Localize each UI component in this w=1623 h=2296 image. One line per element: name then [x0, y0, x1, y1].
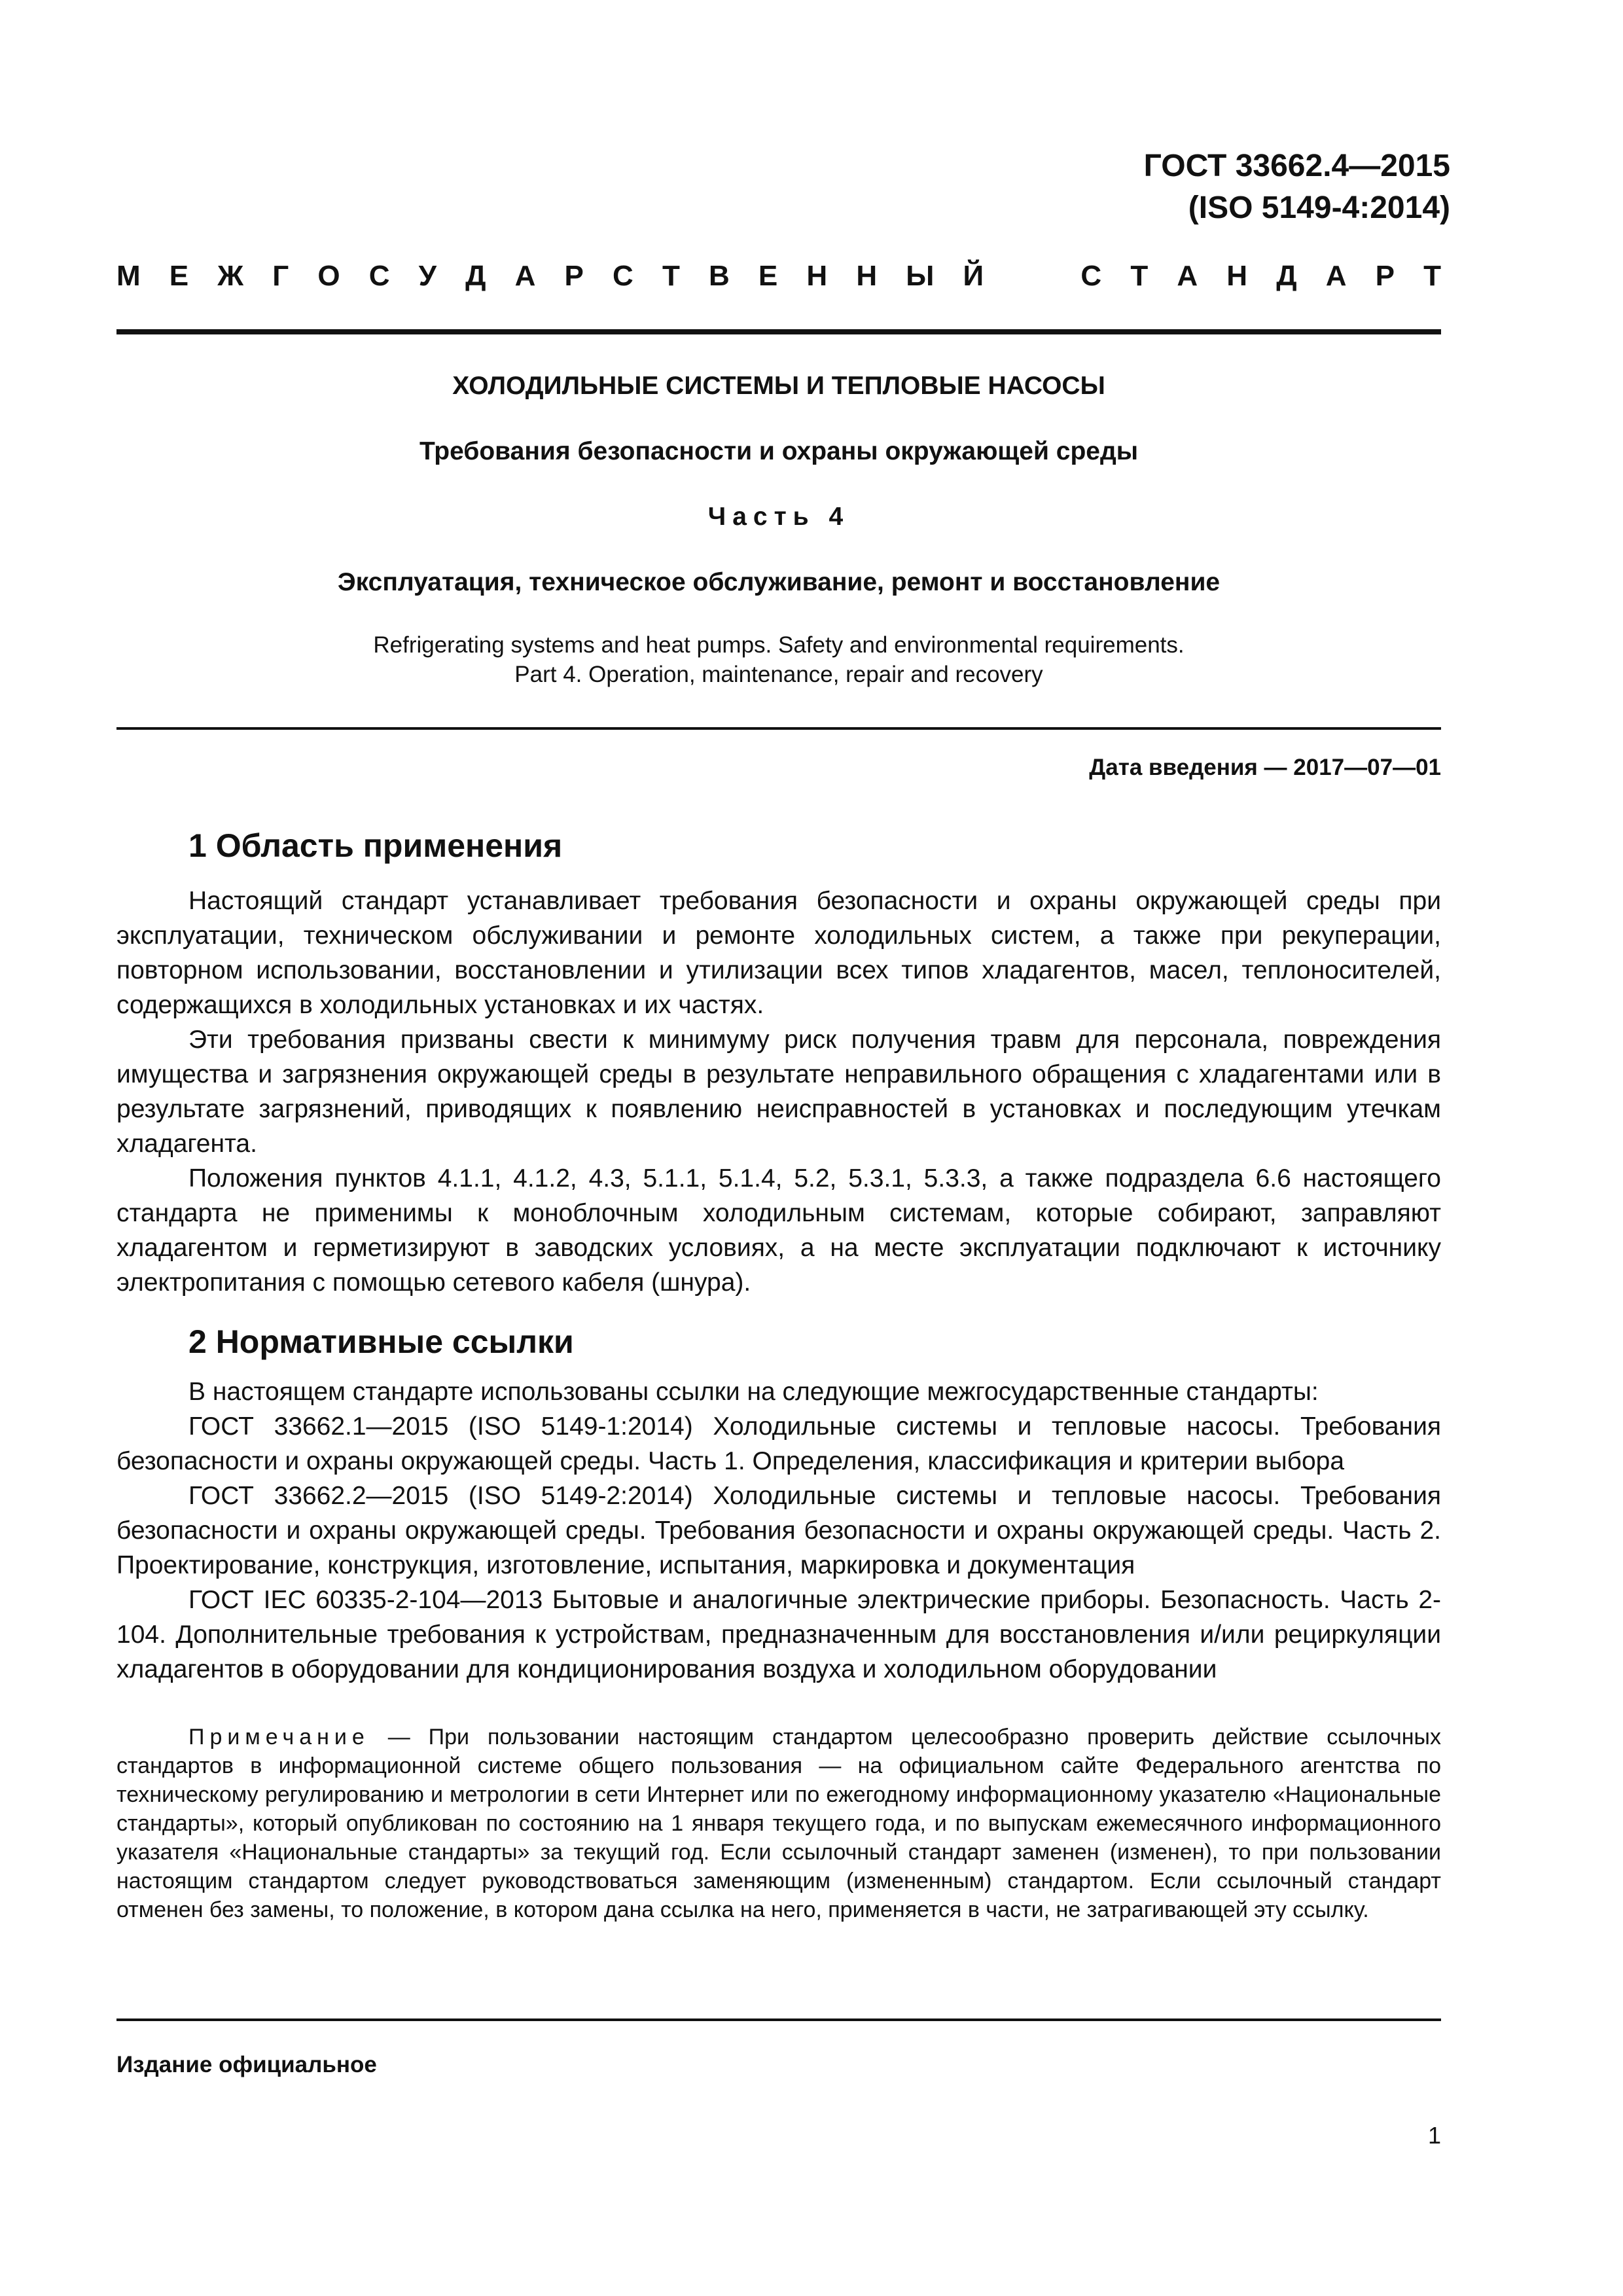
reference-entry: ГОСТ 33662.2—2015 (ISO 5149-2:2014) Холодильные системы и тепловые насосы. Требования безопасности и охраны окружающей среды. Требования безопасности и охраны окружающей среды. Часть 2. Проектирование, конструкция, изготовление, испытания, маркировка и документация — [116, 1482, 1441, 1579]
note — [116, 1723, 1441, 1924]
banner-letter: Т — [662, 260, 680, 292]
banner-letter: Е — [169, 260, 189, 292]
reference-entry: ГОСТ 33662.1—2015 (ISO 5149-1:2014) Холодильные системы и тепловые насосы. Требования безопасности и охраны окружающей среды. Часть 1. Определения, классификация и критерии выбора — [116, 1412, 1441, 1475]
banner-letter: Е — [758, 260, 778, 292]
banner-letter: А — [1177, 260, 1198, 292]
paragraph: Настоящий стандарт устанавливает требования безопасности и охраны окружающей среды при эксплуатации, техническом обслуживании и ремонте холодильных систем, а также при рекуперации, повторном использовании, восстановлении и утилизации всех типов хладагентов, масел, теплоносителей, содержащихся в холодильных установках и их частях. — [116, 887, 1441, 1019]
section-1-body — [116, 884, 1441, 1300]
english-title-line: Refrigerating systems and heat pumps. Safety and environmental requirements. — [373, 632, 1185, 658]
banner-letter: С — [613, 260, 633, 292]
interstate-standard-banner — [116, 257, 1441, 296]
banner-letter: Д — [465, 260, 486, 292]
banner-letter: С — [368, 260, 390, 292]
page-number: 1 — [1427, 2122, 1441, 2149]
main-title: ХОЛОДИЛЬНЫЕ СИСТЕМЫ И ТЕПЛОВЫЕ НАСОСЫ — [452, 372, 1105, 400]
banner-letter: М — [116, 260, 141, 292]
banner-letter: В — [709, 260, 730, 292]
note-label: Примечание — [188, 1725, 370, 1749]
subtitle: Требования безопасности и охраны окружающей среды — [419, 437, 1139, 465]
gost-number: ГОСТ 33662.4—2015 — [1143, 149, 1450, 183]
title-divider — [116, 727, 1441, 730]
section-2-body — [116, 1374, 1441, 1687]
section-2-heading: 2 Нормативные ссылки — [188, 1323, 574, 1360]
banner-letter: У — [418, 260, 437, 292]
iso-number: (ISO 5149-4:2014) — [1188, 190, 1450, 225]
part-label: Часть 4 — [707, 503, 850, 531]
paragraph: В настоящем стандарте использованы ссылки на следующие межгосударственные стандарты: — [188, 1378, 1319, 1406]
banner-letter: С — [1080, 260, 1102, 292]
paragraph: Эти требования призваны свести к минимуму риск получения травм для персонала, повреждения имущества и загрязнения окружающей среды в результате неправильного обращения с хладагентами или в результате загрязнений, приводящих к появлению неисправностей в установках и последующим утечкам хладагента. — [116, 1026, 1441, 1158]
part-title: Эксплуатация, техническое обслуживание, ремонт и восстановление — [337, 568, 1221, 596]
banner-letter: Ы — [906, 260, 935, 292]
banner-letter: Р — [1375, 260, 1395, 292]
footer-divider — [116, 2018, 1441, 2021]
paragraph: Положения пунктов 4.1.1, 4.1.2, 4.3, 5.1.1, 5.1.4, 5.2, 5.3.1, 5.3.3, а также подраздела 6.6 настоящего стандарта не применимы к моноблочным холодильным системам, которые собирают, заправляют хладагентом и герметизируют в заводских условиях, а на месте эксплуатации подключают к источнику электропитания с помощью сетевого кабеля (шнура). — [116, 1164, 1441, 1297]
banner-letter: Д — [1276, 260, 1297, 292]
english-title — [116, 630, 1441, 689]
banner-letter: Г — [272, 260, 289, 292]
banner-letter: Ж — [217, 260, 244, 292]
introduction-date: Дата введения — 2017—07—01 — [1089, 755, 1441, 780]
banner-letter: Н — [1226, 260, 1248, 292]
banner-letter: Т — [1130, 260, 1149, 292]
banner-letter: Т — [1423, 260, 1441, 292]
banner-letter: Н — [856, 260, 878, 292]
reference-entry: ГОСТ IEC 60335-2-104—2013 Бытовые и аналогичные электрические приборы. Безопасность. Часть 2-104. Дополнительные требования к устройствам, предназначенным для восстановления и/или рециркуляции хладагентов в оборудовании для кондиционирования воздуха и холодильном оборудовании — [116, 1586, 1441, 1683]
english-title-line: Part 4. Operation, maintenance, repair and recovery — [514, 662, 1043, 687]
banner-letter: Й — [963, 260, 984, 292]
banner-letter: А — [1325, 260, 1347, 292]
official-edition-label: Издание официальное — [116, 2052, 377, 2077]
banner-letter: А — [514, 260, 536, 292]
banner-letter: Р — [564, 260, 584, 292]
banner-letter: Н — [806, 260, 828, 292]
document-identifier — [1144, 145, 1450, 229]
banner-letter: О — [317, 260, 340, 292]
header-divider — [116, 329, 1441, 334]
section-1-heading: 1 Область применения — [188, 827, 563, 864]
note-text: — При пользовании настоящим стандартом целесообразно проверить действие ссылочных стандартов в информационной системе общего пользования — на официальном сайте Федерального агентства по техническому регулированию и метрологии в сети Интернет или по ежегодному информационному указателю «Национальные стандарты», который опубликован по состоянию на 1 января текущего года, и по выпускам ежемесячного информационного указателя «Национальные стандарты» за текущий год. Если ссылочный стандарт заменен (изменен), то при пользовании настоящим стандартом следует руководствоваться заменяющим (измененным) стандартом. Если ссылочный стандарт отменен без замены, то положение, в котором дана ссылка на него, применяется в части, не затрагивающей эту ссылку. — [116, 1725, 1441, 1922]
